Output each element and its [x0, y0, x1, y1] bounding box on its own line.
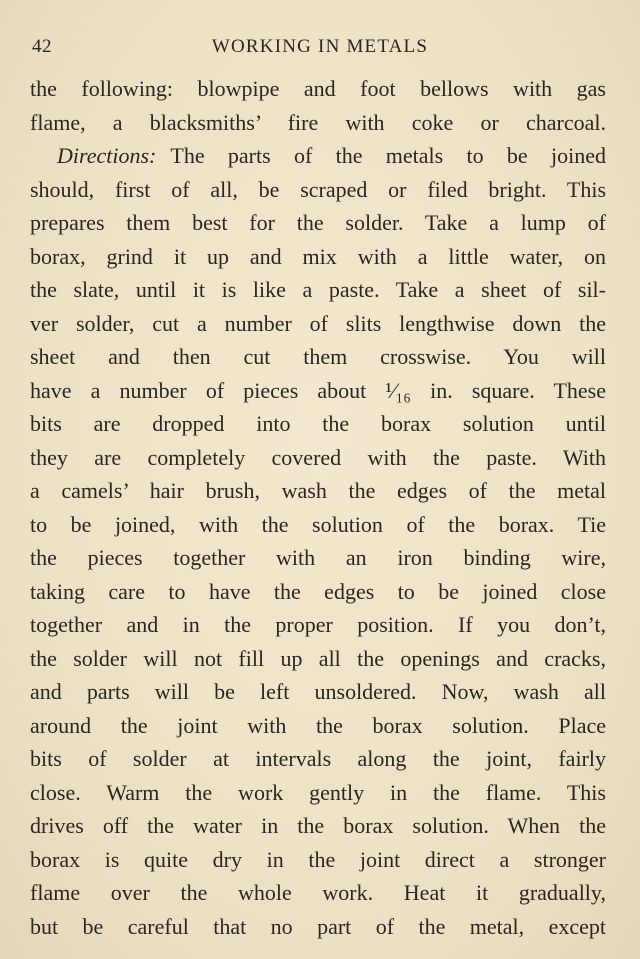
- text-line: and parts will be left unsoldered. Now, wash all: [30, 679, 606, 704]
- text-line: borax is quite dry in the joint direct a stronger: [30, 846, 606, 872]
- text-line: a camels’ hair brush, wash the edges of the metal: [30, 478, 606, 503]
- text-line: taking care to have the edges to be joined close: [30, 578, 606, 604]
- text-line: around the joint with the borax solution. Place: [30, 712, 606, 738]
- text-line: the slate, until it is like a paste. Take a sheet of sil-: [30, 277, 606, 302]
- text-line: sheet and then cut them crosswise. You will: [30, 344, 606, 369]
- text-line: bits are dropped into the borax solution until: [30, 411, 606, 436]
- text-line: the pieces together with an iron binding wire,: [30, 545, 606, 570]
- text-line: the solder will not fill up all the openings and cracks,: [30, 645, 606, 671]
- text-line: drives off the water in the borax solution. When the: [30, 813, 606, 838]
- running-title: WORKING IN METALS: [211, 36, 429, 57]
- text-line: close. Warm the work gently in the flame. This: [30, 779, 606, 805]
- page-number: 42: [32, 36, 52, 57]
- directions-label: Directions:: [57, 143, 157, 168]
- text-line-content: The parts of the metals to be joined: [170, 143, 606, 168]
- text-line: flame, a blacksmiths’ fire with coke or charcoal.: [30, 109, 606, 135]
- text-line: the following: blowpipe and foot bellows with gas: [30, 76, 606, 101]
- text-line: should, first of all, be scraped or filed bright. This: [30, 176, 606, 202]
- text-line: [30, 139, 606, 173]
- text-line: prepares them best for the solder. Take a lump of: [30, 210, 606, 235]
- text-line: but be careful that no part of the metal, except: [30, 913, 606, 939]
- body-text: [30, 72, 606, 943]
- text-line: ver solder, cut a number of slits lengthwise down the: [30, 310, 606, 336]
- text-line: they are completely covered with the paste. With: [30, 444, 606, 470]
- text-line: have a number of pieces about ¹⁄₁₆ in. square. These: [30, 377, 606, 403]
- text-line: together and in the proper position. If you don’t,: [30, 612, 606, 637]
- text-line: to be joined, with the solution of the borax. Tie: [30, 511, 606, 537]
- page-header: [32, 36, 608, 66]
- text-line: borax, grind it up and mix with a little water, on: [30, 243, 606, 269]
- text-line: bits of solder at intervals along the joint, fairly: [30, 746, 606, 771]
- text-line: flame over the whole work. Heat it gradually,: [30, 880, 606, 905]
